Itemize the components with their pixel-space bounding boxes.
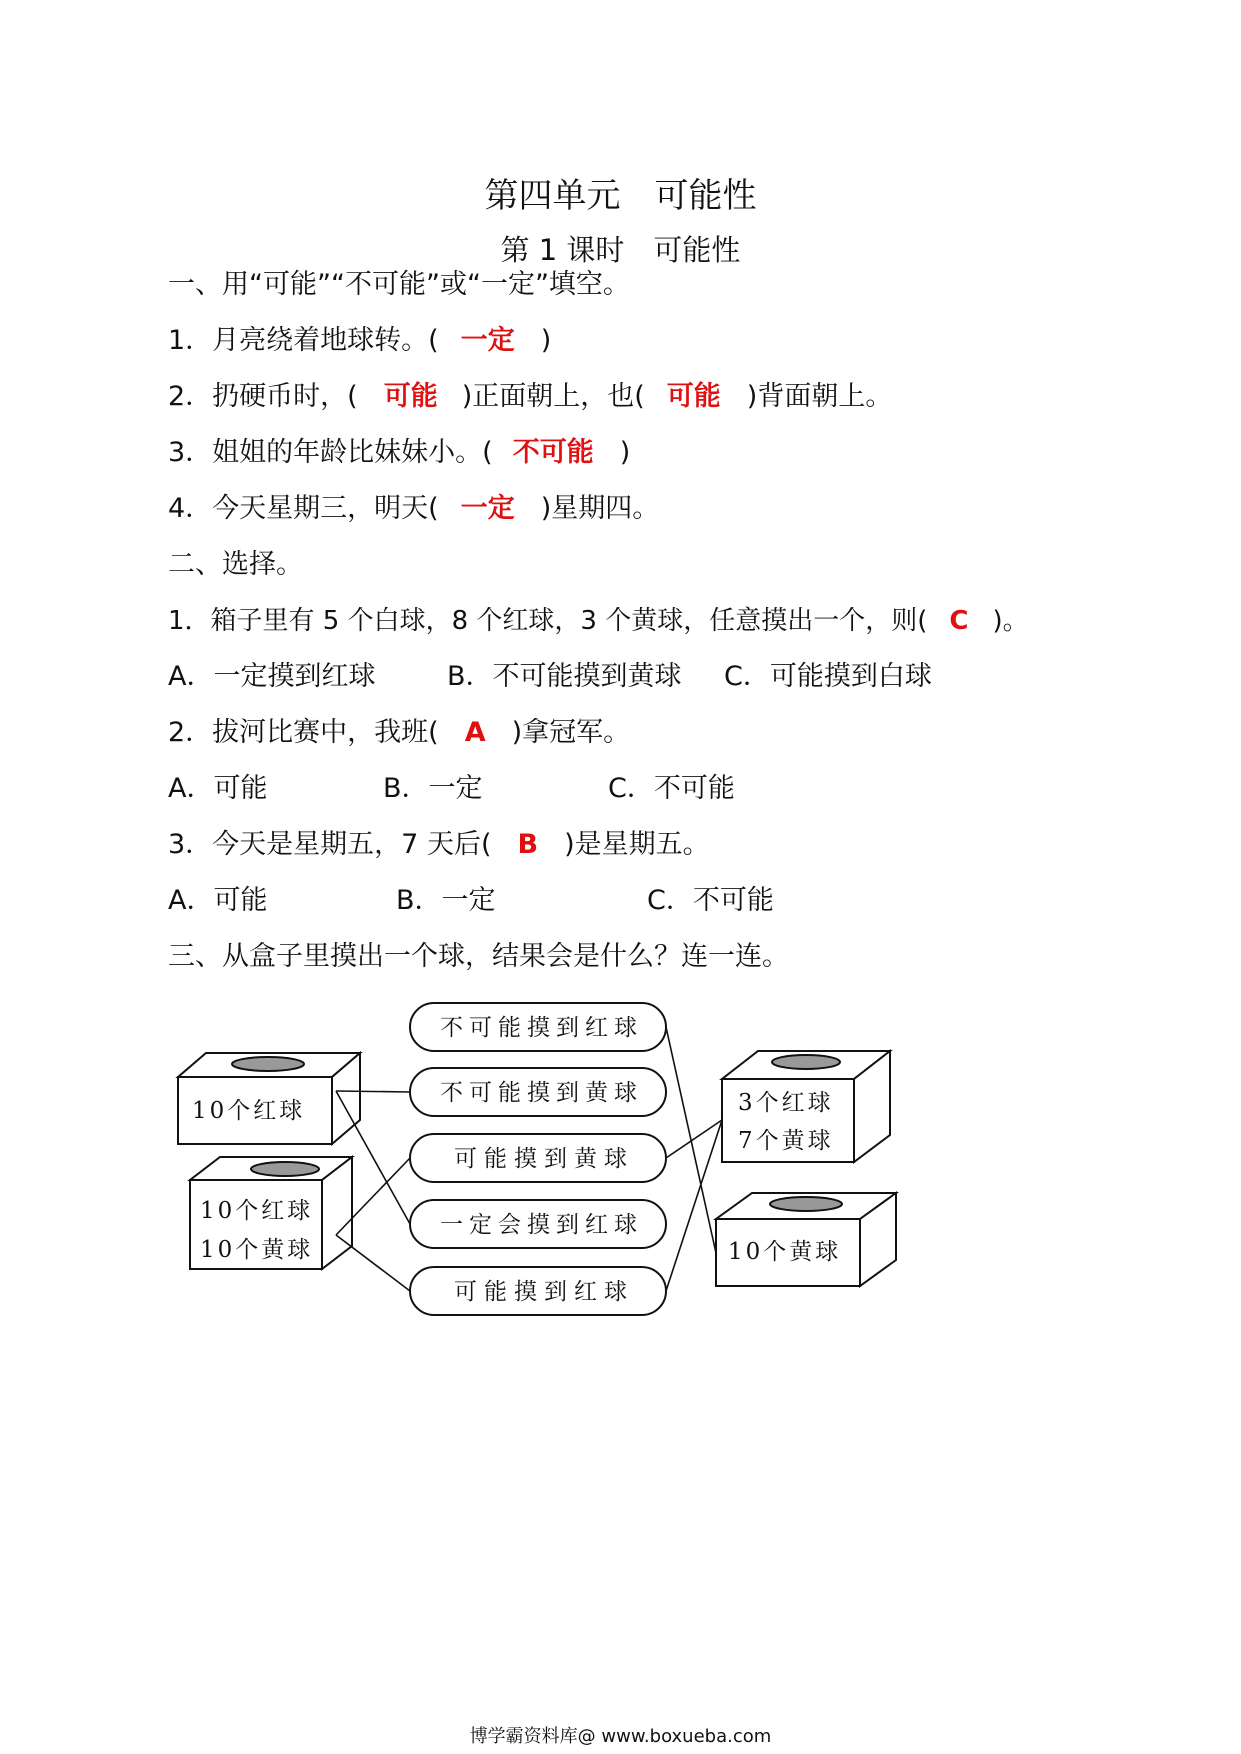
box-label: 10个黄球 — [728, 1239, 842, 1265]
section1-heading: 一、用“可能”“不可能”或“一定”填空。 — [168, 269, 630, 300]
answer: 一定 — [460, 493, 515, 524]
q-text: )。 — [992, 606, 1029, 636]
answer: 不可能 — [512, 437, 594, 468]
s2-q2-option-b: B．一定 — [383, 773, 483, 804]
page-subtitle: 第 1 课时 可能性 — [500, 233, 741, 267]
s1-question-1 — [168, 324, 551, 358]
answer: C — [949, 606, 969, 636]
section3-heading: 三、从盒子里摸出一个球，结果会是什么？连一连。 — [168, 941, 789, 972]
q-text: 4．今天星期三，明天( — [168, 493, 439, 524]
s2-q1-option-c: C．可能摸到白球 — [724, 661, 932, 692]
page-title: 第四单元 可能性 — [484, 176, 757, 216]
box-label: 7个黄球 — [738, 1128, 834, 1154]
box-label: 3个红球 — [738, 1090, 834, 1116]
s1-question-4 — [168, 492, 659, 526]
q-text: 1．箱子里有 5 个白球，8 个红球，3 个黄球，任意摸出一个，则( — [168, 606, 928, 636]
outcome-label: 不可能摸到黄球 — [440, 1080, 643, 1106]
s2-q3-option-b: B．一定 — [396, 885, 496, 916]
s2-question-2 — [168, 716, 630, 750]
q-text: )星期四。 — [540, 493, 660, 524]
outcome-label: 可能摸到红球 — [454, 1279, 634, 1305]
q-text: 2．拔河比赛中，我班( — [168, 717, 439, 748]
s2-q3-option-a: A．可能 — [168, 885, 268, 916]
s2-q3-option-c: C．不可能 — [647, 885, 774, 916]
s2-question-3 — [168, 828, 710, 862]
q-text: 3．姐姐的年龄比妹妹小。( — [168, 437, 493, 468]
outcome-label: 不可能摸到红球 — [440, 1015, 643, 1041]
s1-question-2 — [168, 380, 892, 414]
s2-question-1 — [168, 604, 1029, 638]
answer: 可能 — [666, 381, 721, 412]
answer: B — [517, 829, 539, 860]
q-text: )拿冠军。 — [511, 717, 631, 748]
q-text: 2．扔硬币时，( — [168, 381, 358, 412]
s2-q1-option-a: A．一定摸到红球 — [168, 661, 376, 692]
box-label: 10个黄球 — [200, 1237, 314, 1263]
box-label: 10个红球 — [200, 1198, 314, 1224]
q-text: )是星期五。 — [564, 829, 710, 860]
answer: 可能 — [383, 381, 438, 412]
box-label: 10个红球 — [192, 1098, 306, 1124]
s2-q2-option-a: A．可能 — [168, 773, 268, 804]
footer-watermark: 博学霸资料库@ www.boxueba.com — [469, 1726, 772, 1747]
s2-q1-option-b: B．不可能摸到黄球 — [447, 661, 682, 692]
answer: 一定 — [460, 325, 515, 356]
q-text: 3．今天是星期五，7 天后( — [168, 829, 492, 860]
q-text: )背面朝上。 — [746, 381, 893, 412]
outcome-label: 一定会摸到红球 — [440, 1212, 643, 1238]
matching-diagram — [170, 995, 910, 1325]
s1-question-3 — [168, 436, 630, 470]
q-text: ) — [540, 325, 552, 356]
q-text: 1．月亮绕着地球转。( — [168, 325, 439, 356]
outcome-label: 可能摸到黄球 — [454, 1146, 634, 1172]
section2-heading: 二、选择。 — [168, 549, 303, 580]
q-text: )正面朝上，也( — [461, 381, 645, 412]
q-text: ) — [619, 437, 631, 468]
answer: A — [464, 717, 486, 748]
s2-q2-option-c: C．不可能 — [608, 773, 735, 804]
